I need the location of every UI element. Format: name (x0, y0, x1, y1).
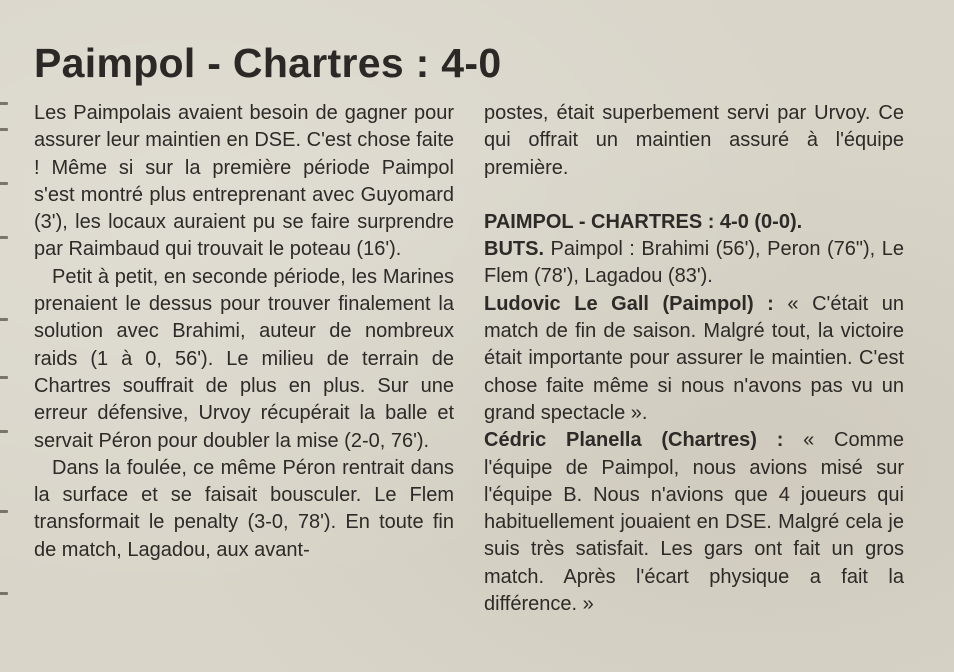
article-paragraph-2: Petit à petit, en seconde période, les Marines prenaient le dessus pour trouver finalement la solution avec Brahimi, auteur de nombreux raids (1 à 0, 56'). Le milieu de terrain de Chartres souffrait de plus en plus. Sur une erreur défensive, Urvoy récupérait la balle et servait Péron pour doubler la mise (2-0, 76'). (34, 265, 454, 452)
score-line: PAIMPOL - CHARTRES : 4-0 (0-0). (484, 210, 803, 233)
goals-label: BUTS. (484, 238, 544, 261)
goals-paragraph (484, 236, 904, 291)
quote-le-gall-speaker: Ludovic Le Gall (Paimpol) : (484, 292, 774, 315)
article-paragraph-4: postes, était superbement servi par Urvoy. Ce qui offrait un maintien assuré à l'équipe première. (484, 102, 904, 179)
quote-planella-speaker: Cédric Planella (Chartres) : (484, 429, 784, 452)
article-left-column (34, 100, 454, 564)
paragraph-spacer (484, 182, 904, 209)
article-headline: Paimpol - Chartres : 4-0 (34, 40, 502, 86)
quote-le-gall (484, 291, 904, 427)
left-margin-marks (0, 80, 14, 672)
article-right-column (484, 100, 904, 618)
goals-text: Paimpol : Brahimi (56'), Peron (76"), Le Flem (78'), Lagadou (83'). (484, 238, 904, 288)
article-paragraph-3: Dans la foulée, ce même Péron rentrait dans la surface et se faisait bousculer. Le Flem transformait le penalty (3-0, 78'). En toute fin de match, Lagadou, aux avant- (34, 456, 454, 561)
quote-le-gall-text: « C'était un match de fin de saison. Malgré tout, la victoire était importante pour assurer le maintien. C'est chose faite même si nous n'avons pas vu un grand spectacle ». (484, 292, 904, 424)
quote-planella-text: « Comme l'équipe de Paimpol, nous avions misé sur l'équipe B. Nous n'avions que 4 joueurs qui habituellement jouaient en DSE. Malgré cela je suis très satisfait. Les gars ont fait un gros match. Après l'écart physique a fait la différence. » (484, 429, 905, 616)
quote-planella (484, 427, 904, 618)
article-paragraph-1: Les Paimpolais avaient besoin de gagner pour assurer leur maintien en DSE. C'est chose faite ! Même si sur la première période Paimpol s'est montré plus entreprenant avec Guyomard (3'), les locaux auraient pu se faire surprendre par Raimbaud qui trouvait le poteau (16'). (34, 102, 454, 261)
